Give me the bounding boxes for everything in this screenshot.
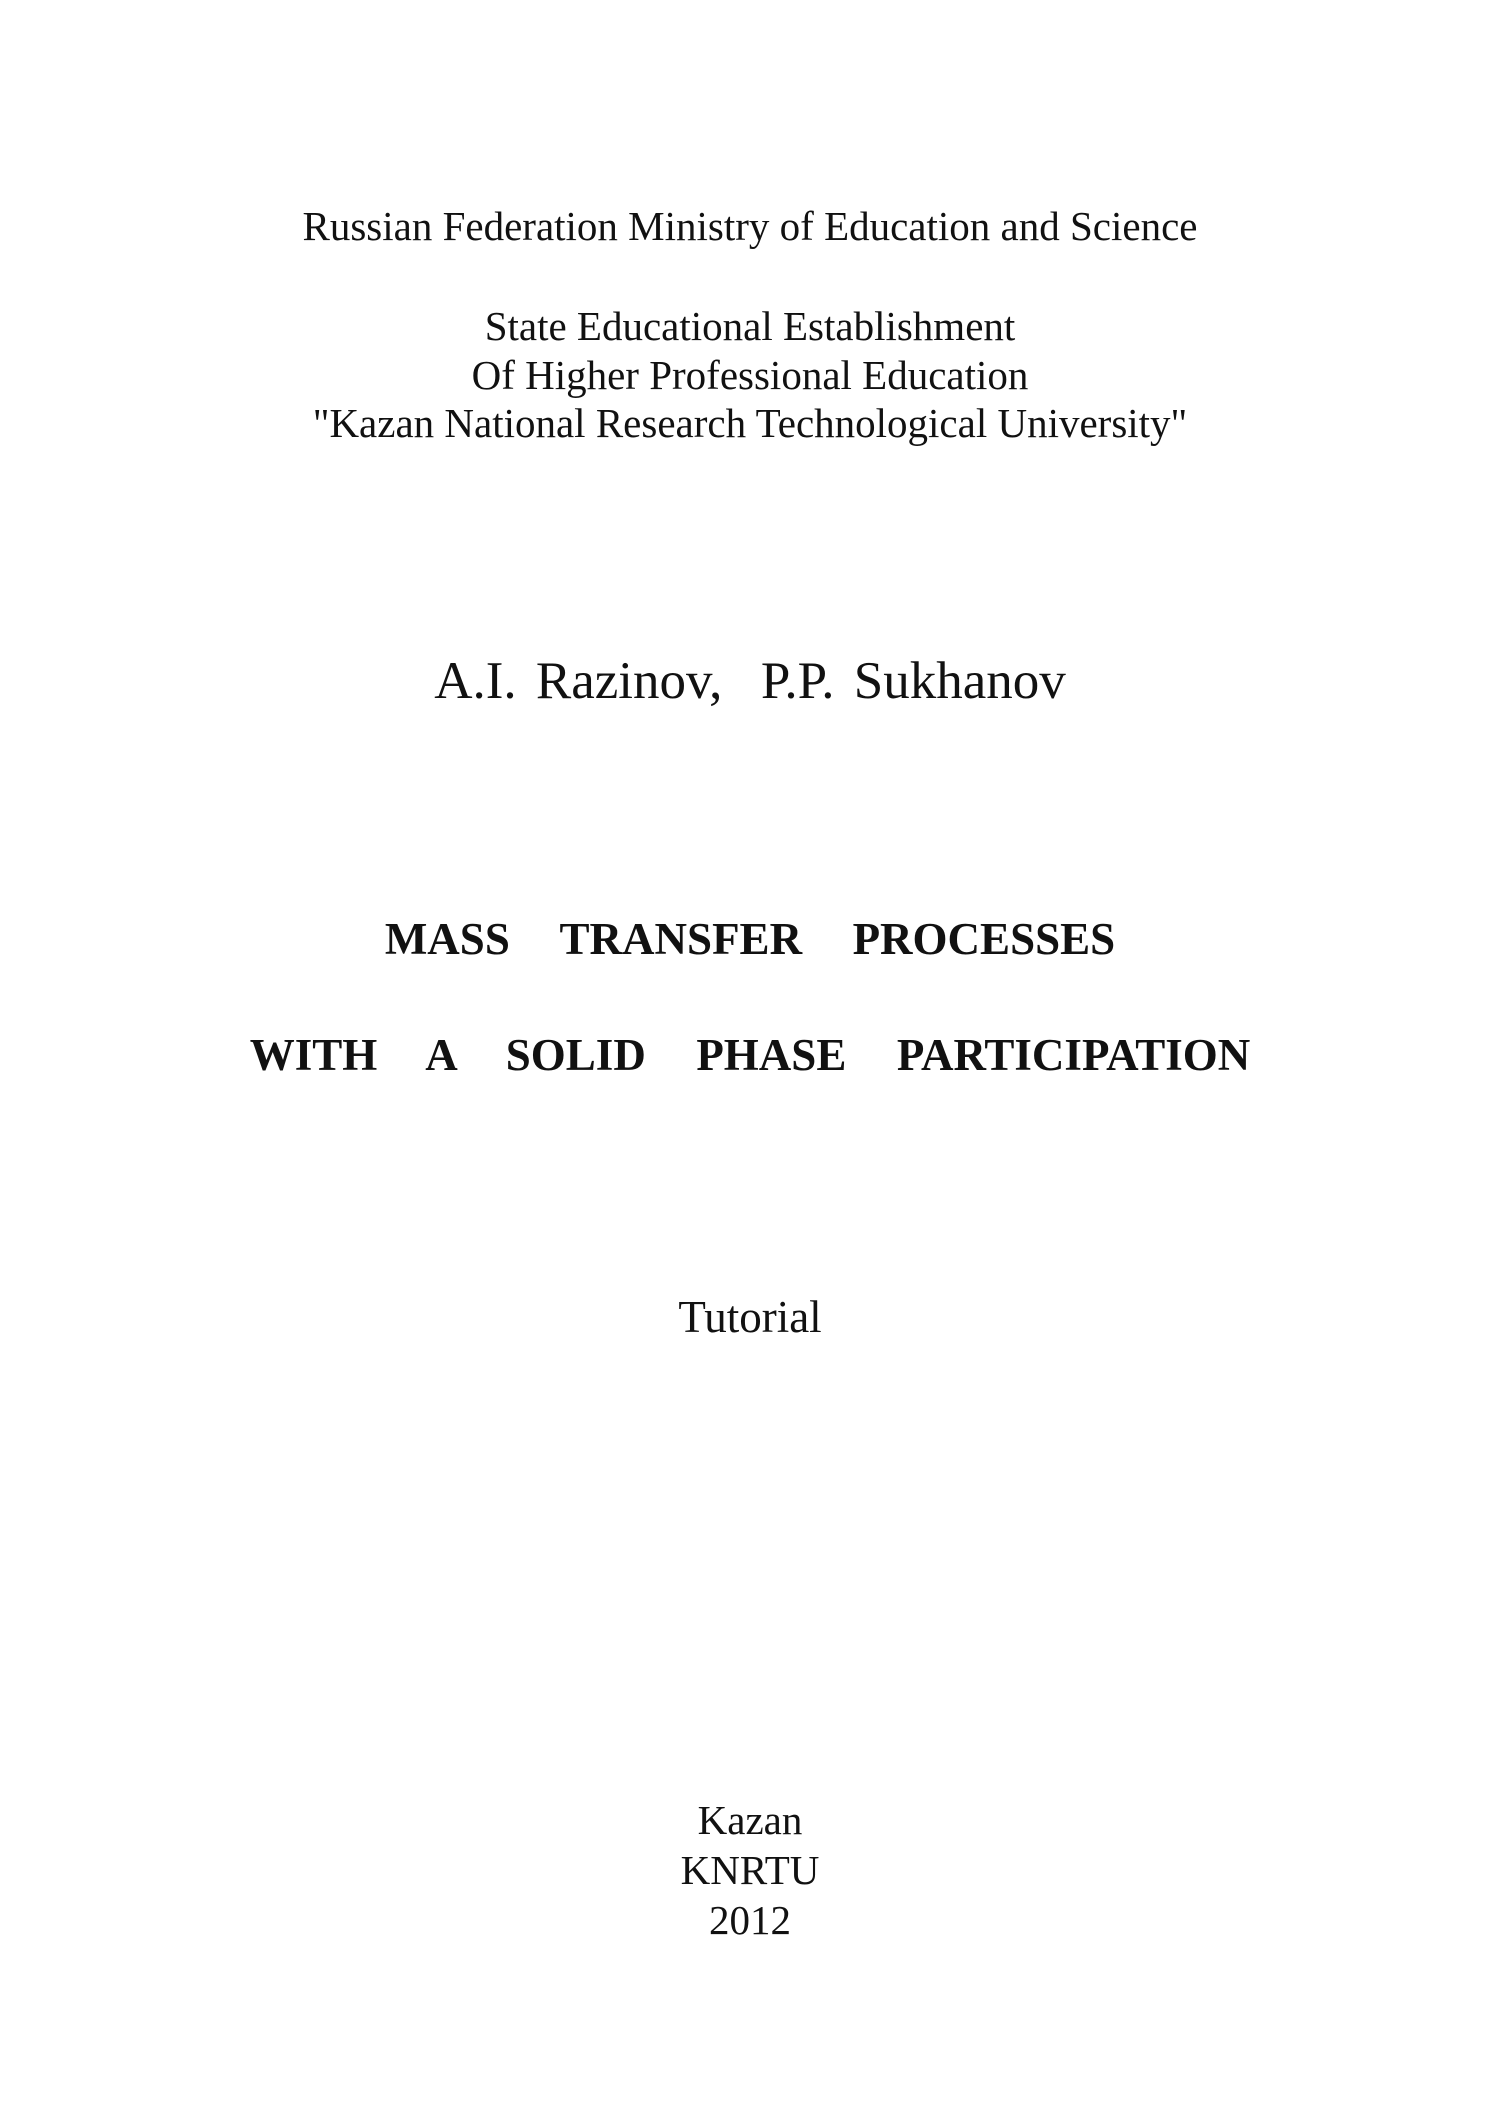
institution-name: "Kazan National Research Technological University" (312, 400, 1188, 446)
authors: A.I. Razinov, P.P. Sukhanov (434, 652, 1066, 710)
ministry-name: Russian Federation Ministry of Education and Science (302, 203, 1198, 249)
document-type: Tutorial (678, 1292, 822, 1342)
imprint-year: 2012 (709, 1897, 791, 1943)
institution-line: State Educational Establishment (484, 303, 1016, 349)
title-line-1: MASS TRANSFER PROCESSES (384, 914, 1116, 964)
title-line-2: WITH A SOLID PHASE PARTICIPATION (249, 1030, 1251, 1080)
institution-line: Of Higher Professional Education (471, 352, 1029, 398)
imprint-city: Kazan (697, 1797, 803, 1843)
imprint-publisher: KNRTU (680, 1847, 820, 1893)
